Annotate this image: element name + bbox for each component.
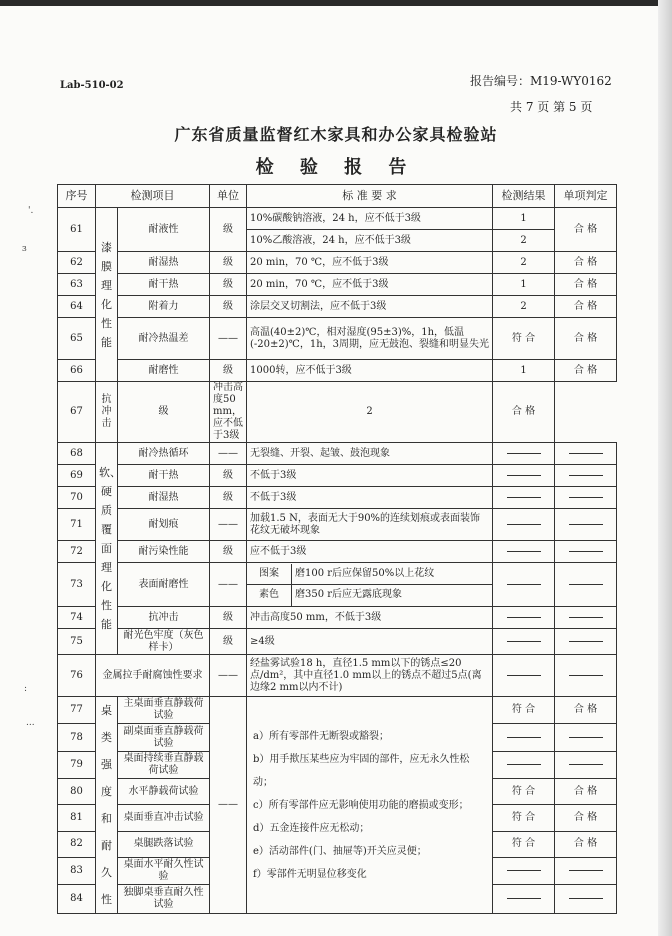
- row-judgement: 合 格: [493, 382, 555, 443]
- row-requirement: 不低于3级: [247, 487, 493, 509]
- row-no: 72: [58, 541, 96, 563]
- col-requirement: 标 准 要 求: [247, 185, 493, 208]
- row-item: 主桌面垂直静载荷试验: [118, 697, 210, 724]
- row-item: 耐液性: [118, 208, 210, 252]
- row-unit: 级: [210, 208, 247, 252]
- row-judgement: 合 格: [555, 252, 617, 274]
- row-requirement: 无裂缝、开裂、起皱、鼓泡现象: [247, 443, 493, 465]
- row-no: 84: [58, 885, 96, 914]
- row-judgement-empty: [555, 607, 617, 629]
- requirement-line: e）活动部件(门、抽屉等)开关应灵便；: [253, 845, 427, 857]
- table-row: [58, 360, 617, 382]
- row-result: 2: [493, 252, 555, 274]
- row-requirement: 20 min，70 ℃，应不低于3级: [247, 252, 493, 274]
- scan-top-edge: [0, 0, 672, 6]
- row-item: 耐干热: [118, 465, 210, 487]
- row-requirement: 冲击高度50 mm，应不低于3级: [210, 382, 247, 443]
- row-unit: 级: [210, 252, 247, 274]
- col-judgement: 单项判定: [555, 185, 617, 208]
- table-row: [58, 655, 617, 697]
- requirement-line: b）用手揿压某些应为牢固的部件，应无永久性松动；: [253, 753, 470, 788]
- row-requirement: 10%乙酸溶液，24 h，应不低于3级: [247, 230, 493, 252]
- row-item: 独脚桌垂直耐久性试验: [118, 885, 210, 914]
- row-unit: ——: [210, 318, 247, 360]
- table-row: [58, 607, 617, 629]
- row-result-empty: [493, 541, 555, 563]
- row-judgement-empty: [555, 629, 617, 655]
- row-judgement-empty: [555, 858, 617, 885]
- row-result-empty: [493, 885, 555, 914]
- row-requirement: 涂层交叉切割法，应不低于3级: [247, 296, 493, 318]
- row-judgement: 合 格: [555, 360, 617, 382]
- row-judgement-empty: [555, 541, 617, 563]
- row-no: 64: [58, 296, 96, 318]
- row-judgement-empty: [555, 885, 617, 914]
- sub-requirement: 磨100 r后应保留50%以上花纹: [292, 564, 493, 585]
- row-requirement: 应不低于3级: [247, 541, 493, 563]
- row-result: 2: [247, 382, 493, 443]
- row-unit: 级: [210, 296, 247, 318]
- group-soft: 软、硬质覆面理化性能: [96, 443, 118, 655]
- row-judgement-empty: [555, 655, 617, 697]
- row-item: 耐干热: [118, 274, 210, 296]
- row-no: 83: [58, 858, 96, 885]
- row-item: 桌面持续垂直静载荷试验: [118, 751, 210, 778]
- col-no: 序号: [58, 185, 96, 208]
- row-result: 1: [493, 360, 555, 382]
- row-result: 符 合: [493, 779, 555, 805]
- row-judgement: 合 格: [555, 697, 617, 724]
- row-item: 耐划痕: [118, 509, 210, 541]
- table-row: [58, 318, 617, 360]
- table-row: [58, 509, 617, 541]
- row-judgement: 合 格: [555, 296, 617, 318]
- row-unit: 级: [210, 360, 247, 382]
- row-item: 桌面水平耐久性试验: [118, 858, 210, 885]
- organization-title: 广东省质量监督红木家具和办公家具检验站: [174, 125, 498, 144]
- row-judgement-empty: [555, 563, 617, 607]
- row-judgement-empty: [555, 724, 617, 751]
- table-row: [58, 296, 617, 318]
- requirement-line: d）五金连接件应无松动；: [253, 822, 370, 834]
- row-no: 82: [58, 831, 96, 857]
- row-unit: 级: [210, 487, 247, 509]
- row-result-empty: [493, 724, 555, 751]
- row-judgement-empty: [555, 487, 617, 509]
- row-result-empty: [493, 509, 555, 541]
- row-no: 66: [58, 360, 96, 382]
- requirement-line: c）所有零部件应无影响使用功能的磨损或变形；: [253, 799, 469, 811]
- row-result: 1: [493, 208, 555, 230]
- row-result: 符 合: [493, 831, 555, 857]
- row-item: 耐污染性能: [118, 541, 210, 563]
- row-item: 桌腿跌落试验: [118, 831, 210, 857]
- row-item: 水平静载荷试验: [118, 779, 210, 805]
- row-no: 81: [58, 805, 96, 831]
- row-judgement: 合 格: [555, 779, 617, 805]
- row-result: 符 合: [493, 318, 555, 360]
- row-no: 69: [58, 465, 96, 487]
- row-result: 2: [493, 230, 555, 252]
- row-unit: ——: [210, 443, 247, 465]
- row-result-empty: [493, 443, 555, 465]
- row-requirement: 不低于3级: [247, 465, 493, 487]
- row-unit: ——: [210, 509, 247, 541]
- doc-code: Lab-510-02: [60, 80, 124, 91]
- row-judgement-empty: [555, 751, 617, 778]
- row-no: 78: [58, 724, 96, 751]
- row-no: 79: [58, 751, 96, 778]
- row-result-empty: [493, 751, 555, 778]
- row-item: 耐光色牢度（灰色样卡）: [118, 629, 210, 655]
- row-result-empty: [493, 465, 555, 487]
- row-no: 67: [58, 382, 96, 443]
- table-row: [58, 274, 617, 296]
- row-no: 77: [58, 697, 96, 724]
- row-judgement-empty: [555, 443, 617, 465]
- col-unit: 单位: [210, 185, 247, 208]
- row-requirement: 经盐雾试验18 h，直径1.5 mm以下的锈点≤20点/dm²，其中直径1.0 mm以上的锈点不超过5点(离边缘2 mm以内不计): [247, 655, 493, 697]
- row-item: 抗冲击: [96, 382, 118, 443]
- col-result: 检测结果: [493, 185, 555, 208]
- row-requirement: 高温(40±2)℃，相对湿度(95±3)%，1h，低温(-20±2)℃，1h，3周期，应无鼓泡、裂缝和明显失光: [247, 318, 493, 360]
- row-item: 副桌面垂直静载荷试验: [118, 724, 210, 751]
- row-requirement: 加载1.5 N，表面无大于90%的连续划痕或表面装饰花纹无破坏现象: [247, 509, 493, 541]
- inspection-table: [57, 184, 617, 914]
- row-no: 61: [58, 208, 96, 252]
- row-requirement: ≥4级: [247, 629, 493, 655]
- table-row: [58, 443, 617, 465]
- row-unit: 级: [118, 382, 210, 443]
- col-item: 检测项目: [96, 185, 210, 208]
- row-unit: 级: [210, 629, 247, 655]
- row-result-empty: [493, 655, 555, 697]
- table-header-row: [58, 185, 617, 208]
- row-item: 抗冲击: [118, 607, 210, 629]
- margin-mark: '.: [28, 206, 34, 216]
- row-no: 71: [58, 509, 96, 541]
- row-no: 74: [58, 607, 96, 629]
- table-row: [58, 252, 617, 274]
- row-no: 80: [58, 779, 96, 805]
- sub-label: 素色: [247, 585, 292, 606]
- table-row: [58, 208, 617, 230]
- row-judgement: 合 格: [555, 208, 617, 252]
- row-item: 金属拉手耐腐蚀性要求: [96, 655, 210, 697]
- row-judgement: 合 格: [555, 318, 617, 360]
- margin-mark: ɜ: [22, 244, 27, 254]
- group-paint: 漆膜理化性能: [96, 208, 118, 382]
- row-judgement: 合 格: [555, 274, 617, 296]
- row-no: 65: [58, 318, 96, 360]
- margin-mark: :: [24, 684, 28, 694]
- row-item: 附着力: [118, 296, 210, 318]
- row-item: 耐湿热: [118, 487, 210, 509]
- row-requirement: 20 min，70 ℃，应不低于3级: [247, 274, 493, 296]
- row-unit: 级: [210, 465, 247, 487]
- row-judgement: 合 格: [555, 831, 617, 857]
- row-item: 表面耐磨性: [118, 563, 210, 607]
- table-row: [58, 541, 617, 563]
- row-no: 63: [58, 274, 96, 296]
- row-result-empty: [493, 858, 555, 885]
- row-requirement: 10%碳酸钠溶液，24 h，应不低于3级: [247, 208, 493, 230]
- row-requirement: 冲击高度50 mm，不低于3级: [247, 607, 493, 629]
- page-info: 共 7 页 第 5 页: [510, 100, 593, 114]
- row-judgement: 合 格: [555, 805, 617, 831]
- table-row: [58, 697, 617, 724]
- row-requirement: 1000转，应不低于3级: [247, 360, 493, 382]
- row-no: 76: [58, 655, 96, 697]
- table-group-requirements: [247, 697, 493, 914]
- row-result: 符 合: [493, 697, 555, 724]
- row-item: 耐冷热循环: [118, 443, 210, 465]
- table-row: [58, 629, 617, 655]
- abrasion-subtable: [247, 564, 492, 606]
- sub-requirement: 磨350 r后应无露底现象: [292, 585, 493, 606]
- row-result-empty: [493, 629, 555, 655]
- row-result-empty: [493, 563, 555, 607]
- row-result: 1: [493, 274, 555, 296]
- row-no: 68: [58, 443, 96, 465]
- table-row: [58, 487, 617, 509]
- row-result: 2: [493, 296, 555, 318]
- row-result-empty: [493, 487, 555, 509]
- report-title: 检 验 报 告: [255, 157, 417, 178]
- row-result-empty: [493, 607, 555, 629]
- row-unit: ——: [210, 655, 247, 697]
- table-group-unit: ——: [210, 697, 247, 914]
- row-no: 70: [58, 487, 96, 509]
- row-judgement-empty: [555, 509, 617, 541]
- table-row: [58, 465, 617, 487]
- margin-mark: ...: [26, 718, 35, 728]
- row-result: 符 合: [493, 805, 555, 831]
- row-no: 75: [58, 629, 96, 655]
- row-no: 73: [58, 563, 96, 607]
- requirement-line: a）所有零部件无断裂或豁裂；: [253, 730, 389, 742]
- report-number: 报告编号：M19-WY0162: [470, 74, 612, 88]
- requirement-line: f）零部件无明显位移变化: [253, 868, 367, 880]
- group-table: 桌类强度和耐久性: [96, 697, 118, 914]
- row-unit: 级: [210, 541, 247, 563]
- table-row: [58, 382, 617, 443]
- row-item: 耐冷热温差: [118, 318, 210, 360]
- row-unit: 级: [210, 607, 247, 629]
- sub-label: 图案: [247, 564, 292, 585]
- row-item: 桌面垂直冲击试验: [118, 805, 210, 831]
- row-judgement-empty: [555, 465, 617, 487]
- table-row: [58, 563, 617, 607]
- row-item: 耐磨性: [118, 360, 210, 382]
- row-item: 耐湿热: [118, 252, 210, 274]
- row-unit: 级: [210, 274, 247, 296]
- row-unit: ——: [210, 563, 247, 607]
- row-requirement-split: [247, 563, 493, 607]
- row-no: 62: [58, 252, 96, 274]
